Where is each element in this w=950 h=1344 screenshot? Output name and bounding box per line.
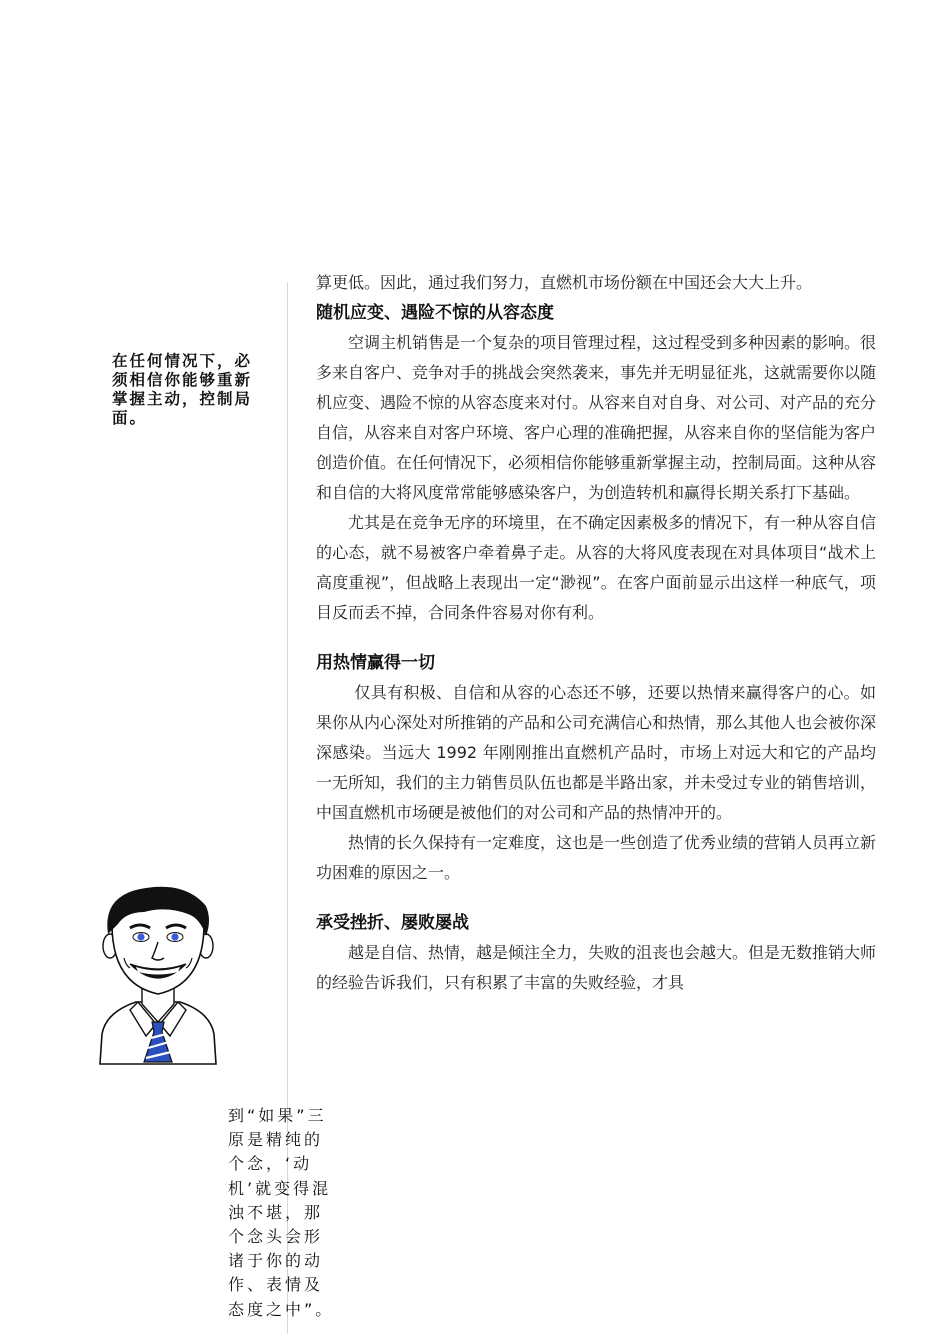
vertical-side-quote: 到“如果”三原是精纯的个念，‘动机’就变得混浊不堪，那个念头会形诸于你的动作、表情及态度之中”。	[228, 1106, 335, 1319]
section-heading: 承受挫折、屡败屡战	[316, 913, 469, 933]
main-article	[316, 268, 876, 998]
body-paragraph: 热情的长久保持有一定难度，这也是一些创造了优秀业绩的营销人员再立新功困难的原因之一。	[316, 833, 877, 882]
body-paragraph: 仅具有积极、自信和从容的心态还不够，还要以热情来赢得客户的心。如果你从内心深处对所推销的产品和公司充满信心和热情，那么其他人也会被你深深感染。当远大 1992 年刚刚推出直燃机产品时，市场上对远大和它的产品均一无所知，我们的主力销售员队伍也都是半路出家，并未受过专业的销售培训，中国直燃机市场硬是被他们的对公司和产品的热情冲开的。	[316, 683, 877, 822]
body-paragraph: 尤其是在竞争无序的环境里，在不确定因素极多的情况下，有一种从容自信的心态，就不易被客户牵着鼻子走。从容的大将风度表现在对具体项目“战术上高度重视”，但战略上表现出一定“渺视”。在客户面前显示出这样一种底气，项目反而丢不掉，合同条件容易对你有利。	[316, 513, 877, 622]
section-heading: 用热情赢得一切	[316, 653, 435, 673]
body-paragraph: 空调主机销售是一个复杂的项目管理过程，这过程受到多种因素的影响。很多来自客户、竞争对手的挑战会突然袭来，事先并无明显征兆，这就需要你以随机应变、遇险不惊的从容态度来对付。从容来自对自身、对公司、对产品的充分自信，从容来自对客户环境、客户心理的准确把握，从容来自你的坚信能为客户创造价值。在任何情况下，必须相信你能够重新掌握主动，控制局面。这种从容和自信的大将风度常常能够感染客户，为创造转机和赢得长期关系打下基础。	[316, 333, 877, 502]
body-paragraph: 越是自信、热情，越是倾注全力，失败的沮丧也会越大。但是无数推销大师的经验告诉我们，只有积累了丰富的失败经验，才具	[316, 943, 877, 992]
smiling-businessman-icon	[96, 884, 220, 1066]
section-heading: 随机应变、遇险不惊的从容态度	[316, 303, 554, 323]
sidebar-pull-quote: 在任何情况下，必须相信你能够重新掌握主动，控制局面。	[112, 352, 253, 427]
continuation-paragraph: 算更低。因此，通过我们努力，直燃机市场份额在中国还会大大上升。	[316, 273, 813, 292]
